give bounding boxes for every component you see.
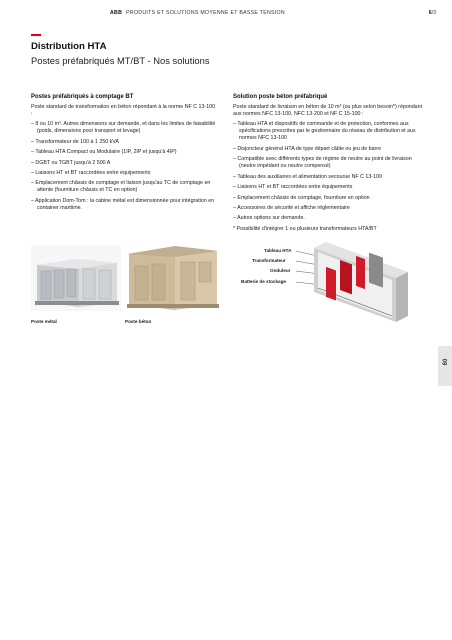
page-subtitle: Postes préfabriqués MT/BT - Nos solutions (31, 55, 210, 66)
list-item: – Application Dom-Tom : la cabine métal est dimensionnée pour intégration en container maritime. (31, 198, 217, 212)
header-section: PRODUITS ET SOLUTIONS MOYENNE ET BASSE TENSION (126, 10, 285, 16)
list-item: – 8 ou 10 m³. Autres dimensions sur demande, et dans les limites de faisabilité (poids, dimensions pour transport et levage) (31, 121, 217, 135)
label-tableau-hta: Tableau HTA (264, 248, 292, 253)
caption-poste-metal: Poste métal (31, 319, 57, 324)
left-heading: Postes préfabriqués à comptage BT (31, 94, 134, 100)
list-item: – Tableau HTA et dispositifs de commande et de protection, conformes aux spécifications prescrites par le gestionnaire du réseau de distribution et aux normes NFC 13-100 (233, 121, 423, 142)
page-number (429, 10, 436, 16)
label-batterie-stockage: Batterie de stockage (241, 279, 286, 284)
list-item: – Emplacement châssis de comptage et liaison jusqu'au TC de comptage en attente (fourniture châssis et TC en option) (31, 180, 217, 194)
title-accent-bar (31, 34, 41, 36)
list-item: – Disjoncteur général HTA de type départ câble ou jeu de barre (233, 146, 423, 153)
list-item: – Tableau des auxiliaires et alimentation secourue NF C 13-100 (233, 174, 423, 181)
list-item: – Liaisons HT et BT raccordées entre équipements (31, 170, 217, 177)
list-item: – Tableau HTA Compact ou Modulaire (1IP, 2IP et jusqu'à 4IP) (31, 149, 217, 156)
label-onduleur: Onduleur (270, 268, 291, 273)
list-item: – DGBT ou TGBT jusqu'à 2 500 A (31, 160, 217, 167)
list-item: – Compatible avec différents types de régime de neutre au point de livraison (neutre impédant ou neutre compensé) (233, 156, 423, 170)
brand-logo: ABB (110, 10, 123, 16)
section-side-tab (438, 346, 452, 386)
right-list (233, 121, 423, 222)
left-column (31, 94, 217, 215)
caption-poste-beton: Poste béton (125, 319, 152, 324)
page-current: 6 (428, 10, 432, 16)
list-item: – Transformateur de 100 à 1 250 kVA (31, 139, 217, 146)
right-column (233, 94, 423, 233)
right-heading: Solution poste béton préfabriqué (233, 94, 328, 100)
side-tab-label: 09 (440, 358, 447, 366)
poste-metal-image (31, 245, 121, 311)
label-transformateur: Transformateur (252, 258, 286, 263)
list-item: – Emplacement châssis de comptage, fourniture en option (233, 195, 423, 202)
left-list (31, 121, 217, 212)
cutaway-container-image (296, 238, 416, 324)
right-intro: Poste standard de livraison en béton de 10 m³ (ou plus selon besoin*) répondant aux normes NFC 13-100, NFC 13-200 et NF C 15-100 : (233, 104, 423, 118)
list-item: – Liaisons HT et BT raccordées entre équipements (233, 184, 423, 191)
footnote: * Possibilité d'intégrer 1 ou plusieurs transformateurs HTA/BT (233, 225, 377, 232)
list-item: – Autres options sur demande. (233, 215, 423, 222)
left-intro: Poste standard de transformation en béton répondant à la norme NF C 13-100 : (31, 104, 216, 118)
page-total: /3 (431, 10, 436, 16)
running-header (110, 10, 285, 16)
list-item: – Accessoires de sécurité et affiche réglementaire (233, 205, 423, 212)
poste-beton-image (125, 240, 221, 314)
page-title: Distribution HTA (31, 41, 107, 52)
